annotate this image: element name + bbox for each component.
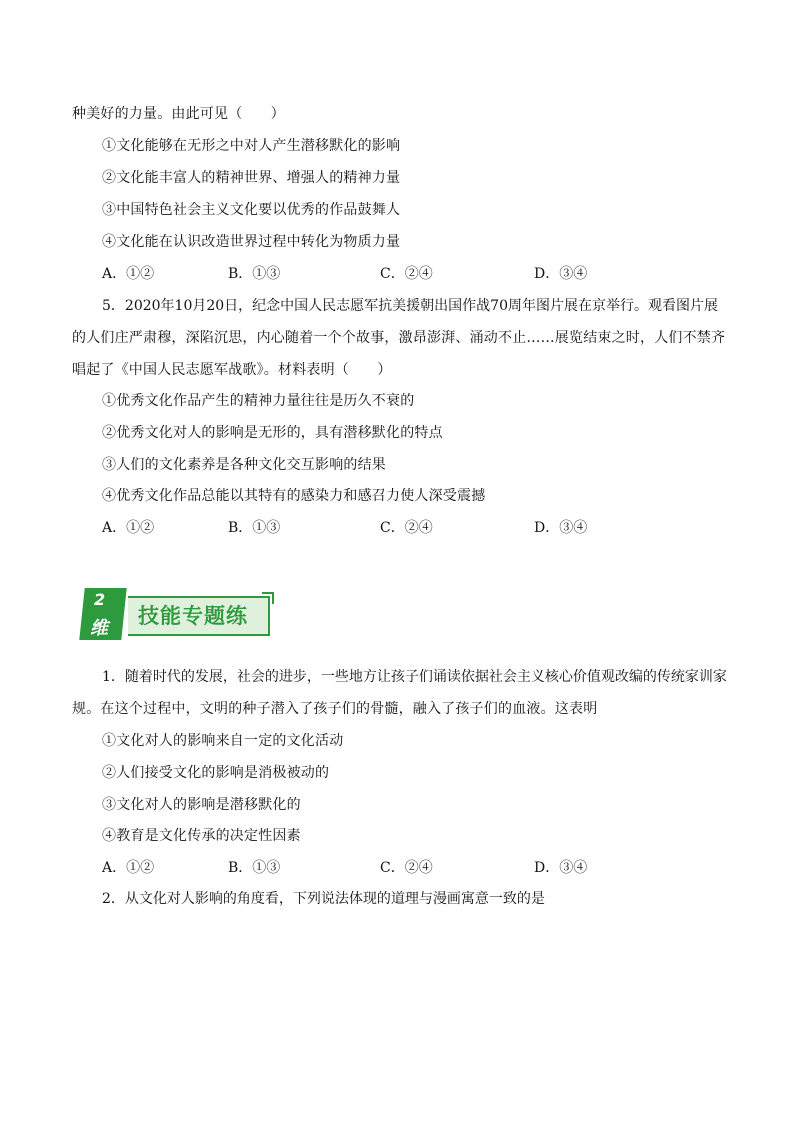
option-item: ①优秀文化作品产生的精神力量往往是历久不衰的 bbox=[102, 393, 415, 409]
answer-a: A．①② bbox=[102, 520, 155, 536]
answer-c: C．②④ bbox=[380, 266, 433, 282]
option-item: ①文化能够在无形之中对人产生潜移默化的影响 bbox=[102, 138, 401, 154]
section-header bbox=[82, 588, 282, 644]
answer-d: D．③④ bbox=[534, 520, 588, 536]
option-item: ①文化对人的影响来自一定的文化活动 bbox=[102, 733, 344, 749]
answer-c: C．②④ bbox=[380, 520, 433, 536]
question-5-line-1: 5．2020年10月20日，纪念中国人民志愿军抗美援朝出国作战70周年图片展在京举行。观看图片展 bbox=[102, 298, 718, 314]
answer-b: B．①③ bbox=[228, 266, 281, 282]
option-item: ②人们接受文化的影响是消极被动的 bbox=[102, 765, 330, 781]
option-item: ④优秀文化作品总能以其特有的感染力和感召力使人深受震撼 bbox=[102, 488, 486, 504]
answer-a: A．①② bbox=[102, 860, 155, 876]
skill-question-2: 2．从文化对人影响的角度看，下列说法体现的道理与漫画寓意一致的是 bbox=[102, 891, 545, 907]
question-5-line-2: 的人们庄严肃穆，深陷沉思，内心随着一个个故事，激昂澎湃、涌动不止……展览结束之时，人们不禁齐 bbox=[72, 330, 726, 346]
option-item: ③文化对人的影响是潜移默化的 bbox=[102, 797, 301, 813]
answer-d: D．③④ bbox=[534, 860, 588, 876]
option-item: ④教育是文化传承的决定性因素 bbox=[102, 828, 301, 844]
answer-choices bbox=[102, 857, 662, 877]
question-continuation: 种美好的力量。由此可见（ ） bbox=[72, 106, 285, 122]
answer-b: B．①③ bbox=[228, 860, 281, 876]
answer-choices bbox=[102, 517, 662, 537]
option-item: ③中国特色社会主义文化要以优秀的作品鼓舞人 bbox=[102, 202, 401, 218]
answer-d: D．③④ bbox=[534, 266, 588, 282]
section-badge-char: 维 bbox=[90, 618, 108, 639]
option-item: ③人们的文化素养是各种文化交互影响的结果 bbox=[102, 457, 386, 473]
option-item: ②文化能丰富人的精神世界、增强人的精神力量 bbox=[102, 170, 401, 186]
skill-question-1-line-1: 1．随着时代的发展，社会的进步，一些地方让孩子们诵读依据社会主义核心价值观改编的传统家训家 bbox=[102, 669, 727, 685]
answer-b: B．①③ bbox=[228, 520, 281, 536]
section-badge-number: 2 bbox=[94, 590, 106, 609]
skill-question-1-line-2: 规。在这个过程中，文明的种子潜入了孩子们的骨髓，融入了孩子们的血液。这表明 bbox=[72, 701, 598, 717]
option-item: ④文化能在认识改造世界过程中转化为物质力量 bbox=[102, 234, 401, 250]
answer-a: A．①② bbox=[102, 266, 155, 282]
answer-choices bbox=[102, 263, 662, 283]
option-item: ②优秀文化对人的影响是无形的，具有潜移默化的特点 bbox=[102, 425, 443, 441]
answer-c: C．②④ bbox=[380, 860, 433, 876]
question-5-line-3: 唱起了《中国人民志愿军战歌》。材料表明（ ） bbox=[72, 362, 392, 378]
section-title: 技能专题练 bbox=[138, 604, 248, 628]
